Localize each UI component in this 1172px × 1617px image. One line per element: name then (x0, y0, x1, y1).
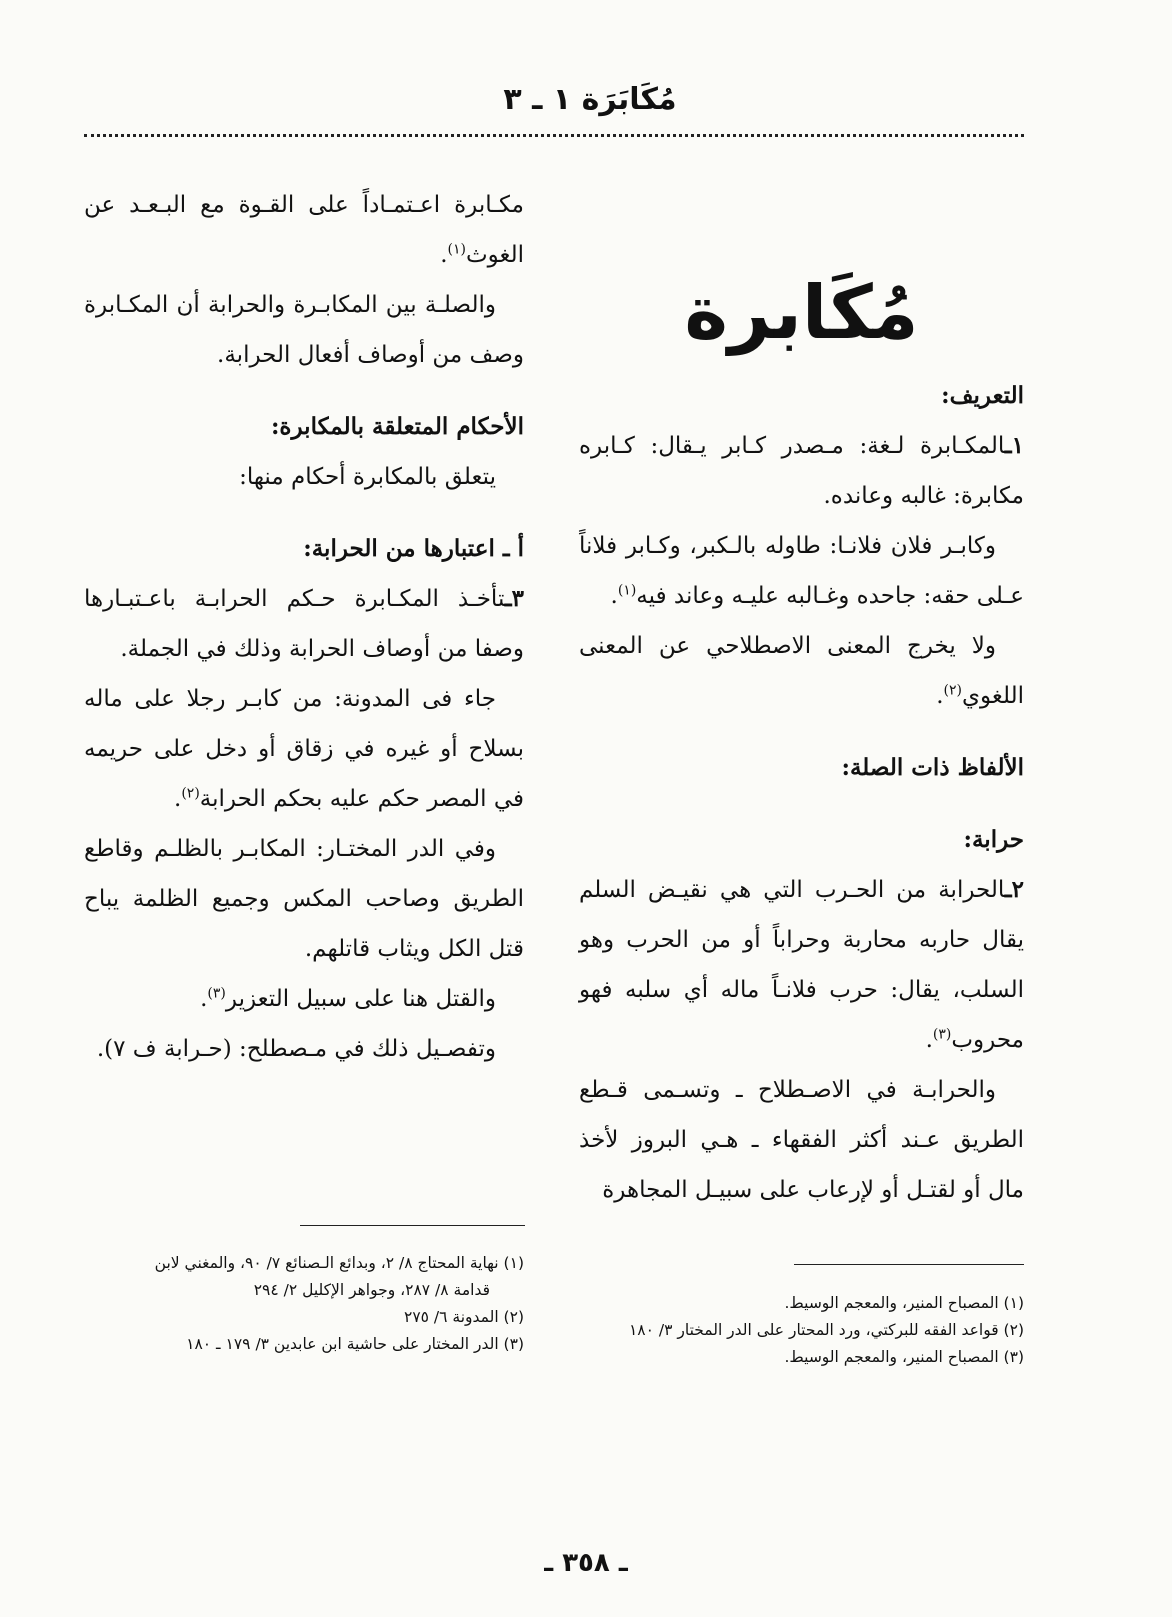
paragraph-number: ١ـ (1004, 432, 1024, 459)
footnotes-left (84, 1250, 524, 1358)
paragraph-text: تأخـذ المكـابرة حـكم الحرابـة باعـتبـارها وصفا من أوصاف الحرابة وذلك في الجملة. (84, 586, 524, 662)
paragraph-number: ٣ـ (504, 585, 524, 612)
header-title: مُكَابَرَة ١ ـ ٣ (503, 82, 677, 117)
paragraph-1 (579, 421, 1024, 521)
paragraph-text: الحرابة من الحـرب التي هي نقيـض السلم يقال حاربه محاربة وحراباً أو من الحرب وهو السلب، يقال: حرب فلانـاً ماله أي سلبه فهو محروب (579, 877, 1024, 1053)
footnote-ref: (٢) (181, 785, 200, 802)
paragraph-mudawwana: جاء فى المدونة: من كابـر رجلا على ماله بسلاح أو غيره في زقاق أو دخل على حريمه في المصر حكم عليه بحكم الحرابة$^{(٢)}$. (84, 686, 524, 812)
paragraph-4: ٢ـالحرابة من الحـرب التي هي نقيـض السلم يقال حاربه محاربة وحراباً أو من الحرب وهو السلب، يقال: حرب فلانـاً ماله أي سلبه فهو محروب$^{(٣)}$. (579, 876, 1024, 1053)
footnote: (٢) قواعد الفقه للبركتي، ورد المحتار على الدر المختار ٣/ ١٨٠ (628, 1321, 1024, 1339)
footnote: (٣) المصباح المنير، والمعجم الوسيط. (784, 1348, 1024, 1366)
paragraph-number: ٢ـ (1004, 876, 1024, 903)
paragraph-continued: مكـابرة اعـتمـاداً على القـوة مع البـعـد عن الغوث$^{(١)}$. (84, 192, 524, 268)
paragraph-details: وتفصـيل ذلك في مـصطلح: (حـرابة ف ٧). (96, 1036, 496, 1062)
footnote-divider-right (794, 1264, 1024, 1265)
entry-title: مُكَابرة (684, 270, 919, 356)
paragraph-relation: والصلـة بين المكابـرة والحرابة أن المكـابرة وصف من أوصاف أفعال الحرابة. (84, 292, 524, 368)
right-column (579, 165, 1024, 1215)
footnote-continuation: قدامة ٨/ ٢٨٧، وجواهر الإكليل ٢/ ٢٩٤ (253, 1281, 490, 1299)
hiraba-heading: حرابة: (963, 826, 1024, 853)
paragraph-text: جاء فى المدونة: من كابـر رجلا على ماله بسلاح أو غيره في زقاق أو دخل على حريمه في المصر حكم عليه بحكم الحرابة (84, 686, 524, 812)
footnote: (٢) المدونة ٦/ ٢٧٥ (404, 1308, 524, 1326)
footnote-ref: (٣) (932, 1026, 952, 1043)
paragraph-text: والقتل هنا على سبيل التعزير (225, 986, 496, 1012)
paragraph-3: ولا يخرج المعنى الاصطلاحي عن المعنى اللغوي$^{(٢)}$. (579, 633, 1024, 709)
header-dotted-rule (84, 134, 1024, 137)
left-column (84, 180, 524, 1074)
paragraph-text: المكـابرة لـغة: مـصدر كـابر يـقال: كـابره مكابرة: غالبه وعانده. (579, 433, 1024, 509)
paragraph-2: وكابـر فلان فلانـا: طاوله بالـكبر، وكـابر فلاناً عـلى حقه: جاحده وغـالبه عليـه وعاند فيه$^{(١)}$. (579, 533, 1024, 609)
paragraph-text: ولا يخرج المعنى الاصطلاحي عن المعنى اللغوي (579, 633, 1024, 709)
paragraph-text: والحرابـة في الاصـطلاح ـ وتسـمى قـطع الطريق عـند أكثر الفقهاء ـ هـي البروز لأخذ مال أو لقتـل أو لإرعاب على سبيـل المجاهرة (579, 1077, 1024, 1203)
paragraph-text: وكابـر فلان فلانـا: طاوله بالـكبر، وكـابر فلاناً عـلى حقه: جاحده وغـالبه عليـه وعاند فيه (579, 533, 1024, 609)
rulings-intro: يتعلق بالمكابرة أحكام منها: (239, 464, 496, 490)
paragraph-durr: وفي الدر المختـار: المكابـر بالظلـم وقاطع الطريق وصاحب المكس وجميع الظلمة يباح قتل الكل ويثاب قاتلهم. (84, 836, 524, 962)
paragraph-5 (579, 1065, 1024, 1215)
footnote: (٣) الدر المختار على حاشية ابن عابدين ٣/ ١٧٩ ـ ١٨٠ (186, 1335, 524, 1353)
footnote: (١) المصباح المنير، والمعجم الوسيط. (784, 1294, 1024, 1312)
sub-heading: أ ـ اعتبارها من الحرابة: (303, 535, 524, 562)
footnote: (١) نهاية المحتاج ٨/ ٢، وبدائع الـصنائع ٧/ ٩٠، والمغني لابن (154, 1254, 524, 1272)
page-number: ـ ٣٥٨ ـ (544, 1548, 628, 1578)
paragraph-text: مكـابرة اعـتمـاداً على القـوة مع البـعـد عن الغوث (84, 192, 524, 268)
footnote-ref: (١) (617, 582, 637, 599)
footnote-ref: (٣) (207, 985, 226, 1002)
related-terms-heading: الألفاظ ذات الصلة: (841, 754, 1024, 781)
footnote-divider-left (300, 1225, 525, 1226)
definition-heading: التعريف: (941, 382, 1024, 409)
rulings-heading: الأحكام المتعلقة بالمكابرة: (270, 413, 524, 440)
footnotes-right (579, 1290, 1024, 1371)
paragraph-3 (84, 574, 524, 674)
footnote-ref: (٢) (943, 682, 962, 699)
paragraph-tazir: والقتل هنا على سبيل التعزير$^{(٣)}$. (200, 985, 496, 1012)
footnote-ref: (١) (447, 241, 466, 258)
